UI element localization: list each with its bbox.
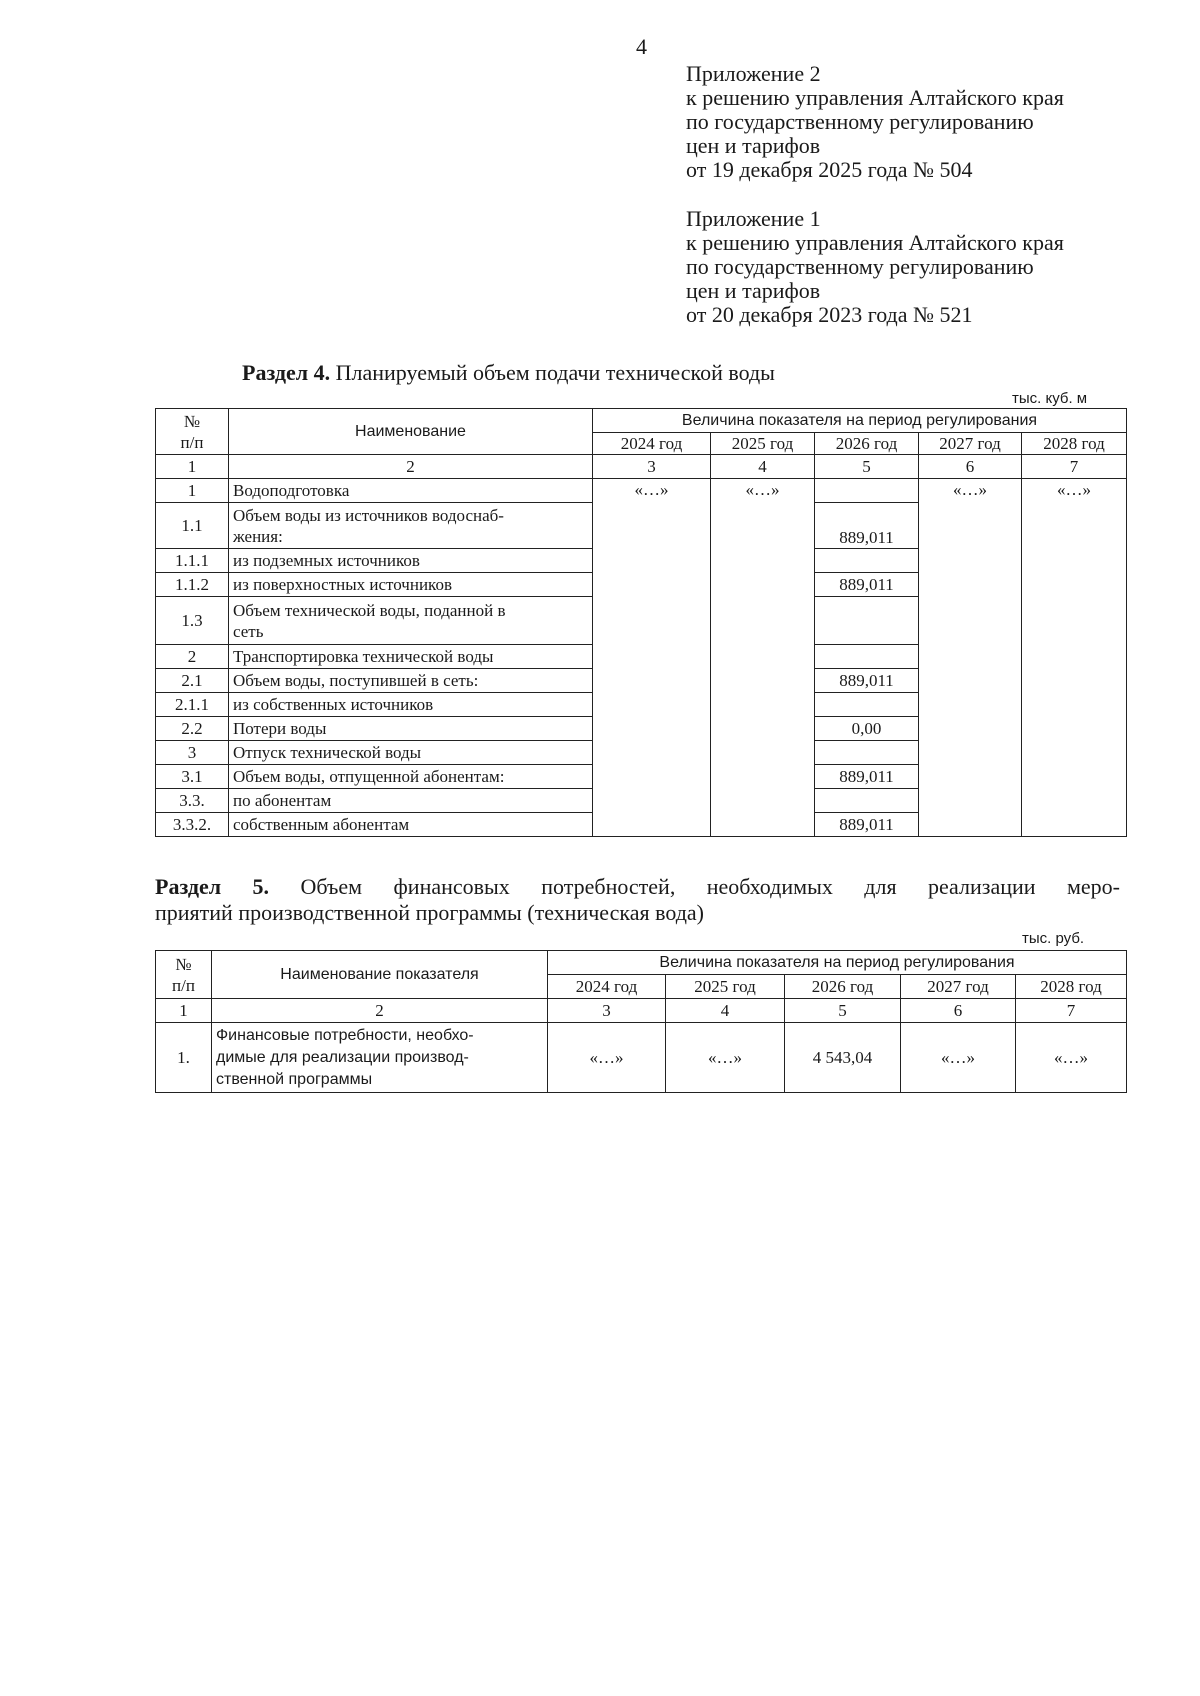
t5-colnum: 6 [901,999,1016,1023]
t5-colnum: 5 [785,999,901,1023]
t4-2028-placeholder: «…» [1022,479,1127,837]
t4-row-num: 2.1.1 [156,693,229,717]
t5-row-value: «…» [1016,1023,1127,1093]
t4-row-name: Объем технической воды, поданной в сеть [229,597,593,645]
annex-2-line2: к решению управления Алтайского края [686,85,1064,110]
t4-colnum: 2 [229,455,593,479]
t5-row-value: 4 543,04 [785,1023,901,1093]
t4-head-name: Наименование [229,409,593,455]
t4-row-2026 [815,741,919,765]
annex-2-header [686,62,1064,182]
t4-row-2026 [815,549,919,573]
t4-row-num: 2.2 [156,717,229,741]
t4-colnum: 6 [919,455,1022,479]
t4-row-2026 [815,645,919,669]
section4-table [155,408,1127,837]
annex-1-line1: Приложение 1 [686,206,821,231]
t4-row-num: 1.1.1 [156,549,229,573]
t4-row-name: Водоподготовка [229,479,593,503]
t4-row-name: Потери воды [229,717,593,741]
section5-title-line2: приятий производственной программы (техническая вода) [155,900,705,925]
t5-year: 2028 год [1016,975,1127,999]
t5-row-value: «…» [666,1023,785,1093]
t4-row-num: 3.3.2. [156,813,229,837]
t5-row-name: Финансовые потребности, необхо- димые для реализации производ- ственной программы [212,1023,548,1093]
t4-row-2026: 0,00 [815,717,919,741]
t4-row-2026: 889,011 [815,765,919,789]
annex-1-line3: по государственному регулированию [686,254,1034,279]
t4-row-num: 2.1 [156,669,229,693]
t5-row-value: «…» [901,1023,1016,1093]
t4-row-num: 1 [156,479,229,503]
section5-title-bold: Раздел 5. [155,874,270,899]
t4-row-2026 [815,597,919,645]
t5-head-num: № п/п [156,951,212,999]
t4-row-2026 [815,789,919,813]
t5-head-name: Наименование показателя [212,951,548,999]
t4-year: 2024 год [593,433,711,455]
annex-1-line2: к решению управления Алтайского края [686,230,1064,255]
t4-row-2026 [815,479,919,503]
annex-2-line4: цен и тарифов [686,133,821,158]
t4-row-name: из подземных источников [229,549,593,573]
t5-colnum: 3 [548,999,666,1023]
t4-colnum: 7 [1022,455,1127,479]
section5-title-line1 [155,874,1120,900]
t4-year: 2027 год [919,433,1022,455]
t4-2024-placeholder: «…» [593,479,711,837]
t4-row-name: Транспортировка технической воды [229,645,593,669]
t5-year: 2024 год [548,975,666,999]
t4-row-name: Объем воды, поступившей в сеть: [229,669,593,693]
annex-1-header [686,207,1064,327]
section5-title-line1-rest: Объем финансовых потребностей, необходимых для реализации меро- [269,874,1120,899]
t5-year: 2027 год [901,975,1016,999]
t4-row-name: Отпуск технической воды [229,741,593,765]
t4-colnum: 5 [815,455,919,479]
t4-row-num: 1.1 [156,503,229,549]
section4-unit: тыс. куб. м [1012,390,1088,407]
annex-1-line4: цен и тарифов [686,278,821,303]
t4-row-num: 1.3 [156,597,229,645]
t4-row-num: 3.1 [156,765,229,789]
annex-2-line3: по государственному регулированию [686,109,1034,134]
t5-year: 2026 год [785,975,901,999]
section5-unit: тыс. руб. [1022,930,1085,947]
t5-colnum: 4 [666,999,785,1023]
t4-row-2026: 889,011 [815,503,919,549]
t4-row-name: из поверхностных источников [229,573,593,597]
t4-row-num: 2 [156,645,229,669]
t4-2025-placeholder: «…» [711,479,815,837]
section4-title [242,360,775,386]
t4-row-name: собственным абонентам [229,813,593,837]
t5-year: 2025 год [666,975,785,999]
t4-row-num: 3 [156,741,229,765]
t5-row-num: 1. [156,1023,212,1093]
t4-colnum: 4 [711,455,815,479]
t4-row-name: Объем воды из источников водоснаб- жения: [229,503,593,549]
t4-row-2026: 889,011 [815,669,919,693]
t5-colnum: 1 [156,999,212,1023]
t4-row-2026: 889,011 [815,573,919,597]
t4-row-2026 [815,693,919,717]
t4-row-name: из собственных источников [229,693,593,717]
t4-row-2026: 889,011 [815,813,919,837]
t4-colnum: 1 [156,455,229,479]
t4-head-num: № п/п [156,409,229,455]
t4-year: 2028 год [1022,433,1127,455]
section4-title-rest: Планируемый объем подачи технической воды [330,360,775,385]
annex-2-line1: Приложение 2 [686,61,821,86]
t4-year: 2025 год [711,433,815,455]
t4-year: 2026 год [815,433,919,455]
t5-colnum: 7 [1016,999,1127,1023]
section4-title-bold: Раздел 4. [242,360,331,385]
section5-title [155,874,1120,926]
t4-2027-placeholder: «…» [919,479,1022,837]
t4-row-num: 1.1.2 [156,573,229,597]
page-number: 4 [636,34,647,59]
annex-2-line5: от 19 декабря 2025 года № 504 [686,157,973,182]
t5-head-period: Величина показателя на период регулирования [548,951,1127,975]
t4-row-name: Объем воды, отпущенной абонентам: [229,765,593,789]
t4-colnum: 3 [593,455,711,479]
t5-colnum: 2 [212,999,548,1023]
section5-table [155,950,1127,1093]
t4-row-num: 3.3. [156,789,229,813]
t4-row-name: по абонентам [229,789,593,813]
annex-1-line5: от 20 декабря 2023 года № 521 [686,302,973,327]
t4-head-period: Величина показателя на период регулирования [593,409,1127,433]
t5-row-value: «…» [548,1023,666,1093]
